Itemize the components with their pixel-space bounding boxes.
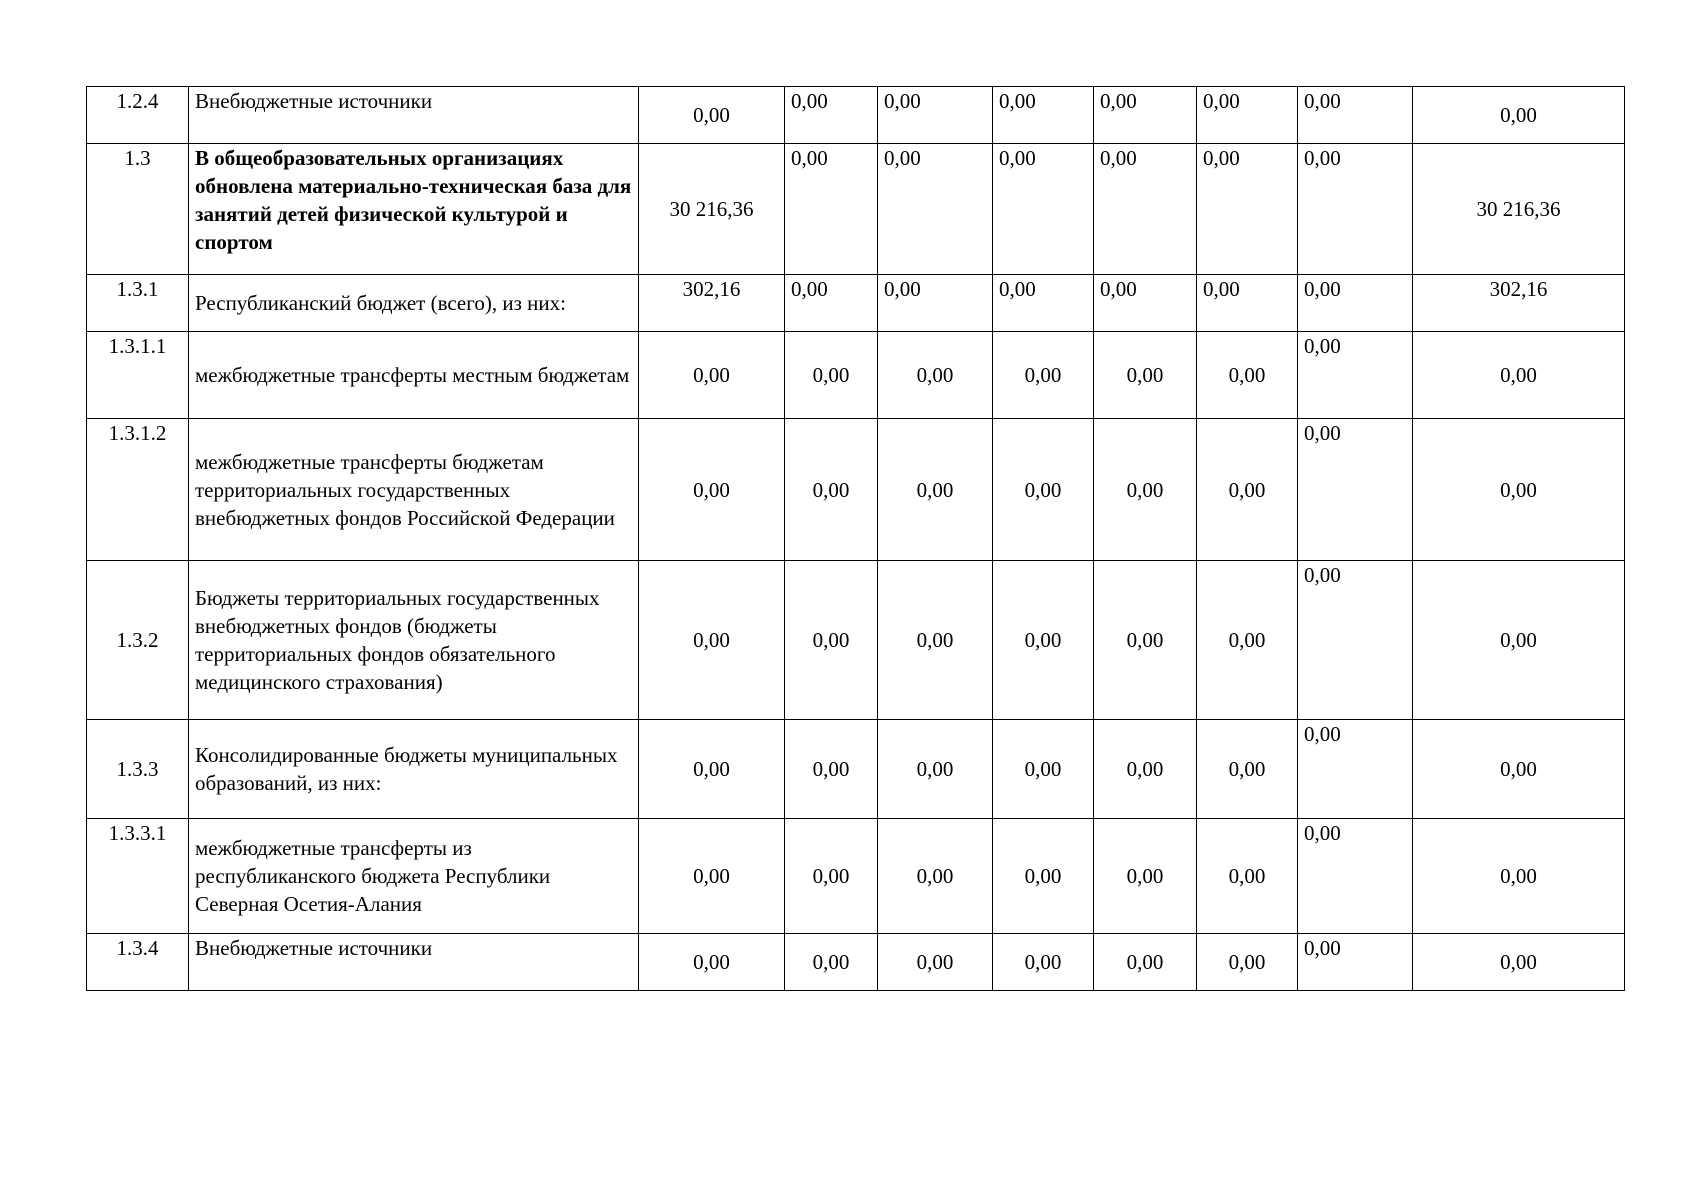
row-name: Консолидированные бюджеты муниципальных образований, из них:: [189, 720, 639, 819]
value-cell: 0,00: [1298, 332, 1413, 419]
value-cell: 0,00: [878, 419, 993, 561]
value-cell: 0,00: [1197, 144, 1298, 275]
value-cell: 0,00: [1298, 275, 1413, 332]
total-cell: 0,00: [1413, 87, 1625, 144]
value-cell: 0,00: [878, 720, 993, 819]
table-row: [87, 819, 1625, 934]
value-cell: 0,00: [1298, 720, 1413, 819]
value-cell: 0,00: [1094, 720, 1197, 819]
value-cell: 0,00: [639, 819, 785, 934]
budget-table: [86, 86, 1625, 991]
row-name: Бюджеты территориальных государственных внебюджетных фондов (бюджеты территориальных фондов обязательного медицинского страхования): [189, 561, 639, 720]
table-row: [87, 144, 1625, 275]
row-number: 1.3: [87, 144, 189, 275]
total-cell: 30 216,36: [1413, 144, 1625, 275]
row-name: межбюджетные трансферты бюджетам территориальных государственных внебюджетных фондов Российской Федерации: [189, 419, 639, 561]
value-cell: 0,00: [785, 275, 878, 332]
row-name: Внебюджетные источники: [189, 87, 639, 144]
value-cell: 0,00: [785, 720, 878, 819]
value-cell: 0,00: [639, 419, 785, 561]
value-cell: 0,00: [785, 419, 878, 561]
table-row: [87, 87, 1625, 144]
total-cell: 0,00: [1413, 819, 1625, 934]
value-cell: 0,00: [1197, 934, 1298, 991]
total-cell: 302,16: [1413, 275, 1625, 332]
row-number: 1.2.4: [87, 87, 189, 144]
value-cell: 0,00: [1094, 332, 1197, 419]
value-cell: 0,00: [1094, 819, 1197, 934]
value-cell: 0,00: [785, 144, 878, 275]
total-cell: 0,00: [1413, 720, 1625, 819]
value-cell: 0,00: [1094, 934, 1197, 991]
value-cell: 0,00: [993, 275, 1094, 332]
value-cell: 0,00: [1298, 934, 1413, 991]
total-cell: 0,00: [1413, 332, 1625, 419]
value-cell: 0,00: [878, 561, 993, 720]
row-number: 1.3.1.2: [87, 419, 189, 561]
table-row: [87, 561, 1625, 720]
value-cell: 0,00: [1298, 87, 1413, 144]
value-cell: 0,00: [878, 87, 993, 144]
value-cell: 0,00: [1197, 332, 1298, 419]
row-name: межбюджетные трансферты местным бюджетам: [189, 332, 639, 419]
row-number: 1.3.3: [87, 720, 189, 819]
row-number: 1.3.1.1: [87, 332, 189, 419]
value-cell: 0,00: [1197, 561, 1298, 720]
row-number: 1.3.1: [87, 275, 189, 332]
row-name: Внебюджетные источники: [189, 934, 639, 991]
row-name: Республиканский бюджет (всего), из них:: [189, 275, 639, 332]
value-cell: 0,00: [1298, 419, 1413, 561]
value-cell: 0,00: [878, 144, 993, 275]
value-cell: 0,00: [785, 934, 878, 991]
value-cell: 0,00: [878, 275, 993, 332]
value-cell: 0,00: [639, 87, 785, 144]
value-cell: 0,00: [1197, 419, 1298, 561]
value-cell: 0,00: [639, 332, 785, 419]
value-cell: 0,00: [639, 934, 785, 991]
value-cell: 0,00: [785, 332, 878, 419]
table-row: [87, 332, 1625, 419]
value-cell: 0,00: [993, 561, 1094, 720]
value-cell: 0,00: [1094, 419, 1197, 561]
value-cell: 0,00: [993, 720, 1094, 819]
row-number: 1.3.4: [87, 934, 189, 991]
value-cell: 0,00: [785, 87, 878, 144]
row-name: В общеобразовательных организациях обновлена материально-техническая база для занятий детей физической культурой и спортом: [189, 144, 639, 275]
value-cell: 0,00: [993, 419, 1094, 561]
table-row: [87, 275, 1625, 332]
value-cell: 0,00: [785, 819, 878, 934]
total-cell: 0,00: [1413, 934, 1625, 991]
value-cell: 0,00: [639, 561, 785, 720]
value-cell: 0,00: [1094, 275, 1197, 332]
table-row: [87, 934, 1625, 991]
value-cell: 0,00: [1094, 144, 1197, 275]
value-cell: 0,00: [993, 87, 1094, 144]
total-cell: 0,00: [1413, 561, 1625, 720]
value-cell: 0,00: [1197, 275, 1298, 332]
value-cell: 0,00: [1298, 561, 1413, 720]
table-row: [87, 720, 1625, 819]
value-cell: 0,00: [1298, 819, 1413, 934]
table-row: [87, 419, 1625, 561]
total-cell: 0,00: [1413, 419, 1625, 561]
row-number: 1.3.2: [87, 561, 189, 720]
value-cell: 30 216,36: [639, 144, 785, 275]
value-cell: 0,00: [878, 934, 993, 991]
value-cell: 0,00: [1094, 87, 1197, 144]
value-cell: 302,16: [639, 275, 785, 332]
value-cell: 0,00: [993, 332, 1094, 419]
value-cell: 0,00: [639, 720, 785, 819]
value-cell: 0,00: [993, 144, 1094, 275]
row-name: межбюджетные трансферты из республиканского бюджета Республики Северная Осетия-Алания: [189, 819, 639, 934]
value-cell: 0,00: [1298, 144, 1413, 275]
value-cell: 0,00: [1197, 87, 1298, 144]
value-cell: 0,00: [878, 332, 993, 419]
value-cell: 0,00: [993, 819, 1094, 934]
value-cell: 0,00: [1094, 561, 1197, 720]
row-number: 1.3.3.1: [87, 819, 189, 934]
value-cell: 0,00: [1197, 720, 1298, 819]
value-cell: 0,00: [993, 934, 1094, 991]
value-cell: 0,00: [1197, 819, 1298, 934]
value-cell: 0,00: [878, 819, 993, 934]
value-cell: 0,00: [785, 561, 878, 720]
